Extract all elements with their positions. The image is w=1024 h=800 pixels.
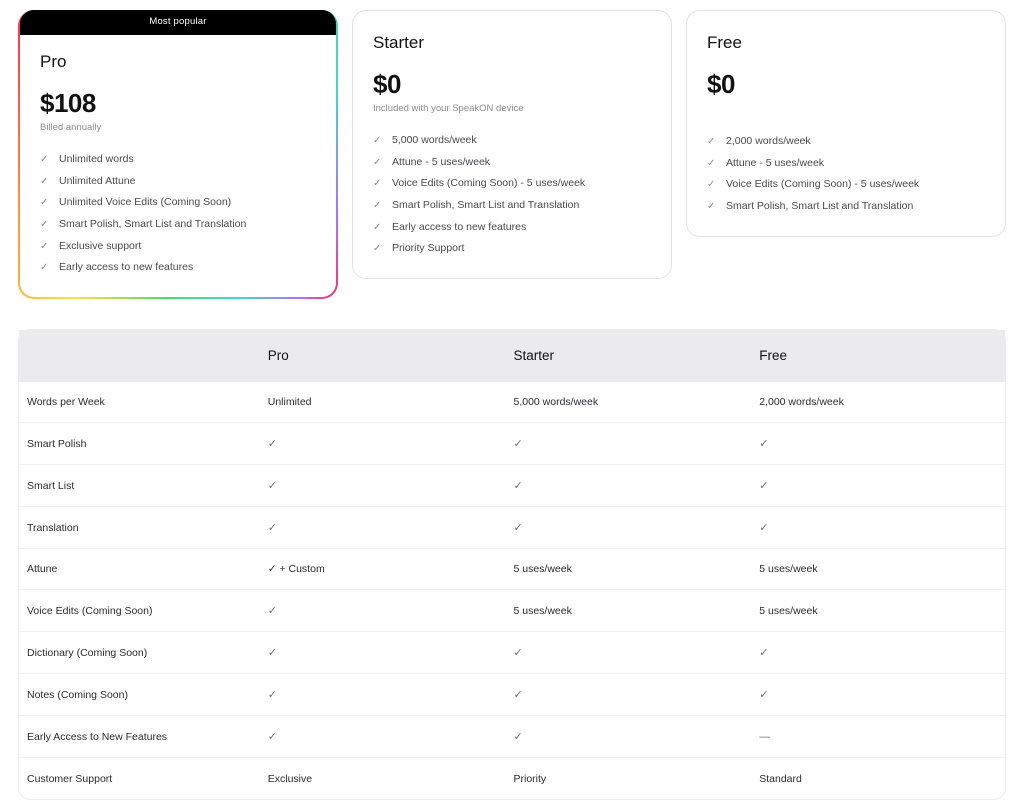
feature-label: Unlimited words [59,153,134,165]
plan-card-starter[interactable] [352,10,672,279]
cell-pro: ✓ [268,632,514,674]
cell-free: 5 uses/week [759,549,1005,590]
feature-label: Smart Polish, Smart List and Translation [392,198,580,211]
cell-free: ✓ [759,632,1005,674]
list-item [40,214,316,236]
check-icon: ✓ [40,197,49,209]
list-item [707,196,985,218]
check-icon: ✓ [40,240,49,252]
feature-label: Attune - 5 uses/week [392,155,491,168]
cell-pro: Exclusive [268,758,514,799]
check-icon: ✓ [373,199,382,211]
check-icon: ✓ [707,179,716,191]
feature-label: Unlimited Voice Edits (Coming Soon) [59,196,232,209]
list-item [40,171,316,193]
column-header-feature [19,330,268,382]
check-icon: ✓ [40,154,49,165]
list-item [707,131,985,153]
cell-pro: ✓ [268,674,514,716]
check-icon: ✓ [373,156,382,168]
check-icon: ✓ [40,218,49,230]
plan-price-note-pro: Billed annually [40,122,102,133]
check-icon: ✓ [40,175,49,187]
cell-starter: 5 uses/week [513,549,759,590]
list-item [373,217,651,239]
feature-label: Smart Polish, Smart List and Translation [726,199,914,212]
table-header-row [19,330,1005,382]
feature-label: Exclusive support [59,239,142,252]
row-label: Early Access to New Features [19,716,268,758]
most-popular-badge: Most popular [20,10,336,35]
row-label: Words per Week [27,396,105,409]
plan-price-starter: $0 [373,69,401,99]
row-label: Smart List [19,465,268,507]
row-label: Translation [19,507,268,549]
feature-label: Smart Polish, Smart List and Translation [59,217,247,230]
column-header-pro: Pro [268,330,514,382]
feature-label: Priority Support [392,242,465,255]
plan-price-pro: $108 [40,88,96,118]
plan-cards [0,0,1024,299]
check-icon: ✓ [707,157,716,169]
cell-free: 5 uses/week [759,590,1005,632]
cell-free: — [759,716,1005,758]
plan-card-pro-inner [20,12,336,297]
column-header-starter: Starter [513,330,759,382]
cell-starter: 5,000 words/week [513,396,599,409]
cell-starter: ✓ [513,632,759,674]
table-row [19,632,1005,674]
cell-pro: ✓ [268,423,514,465]
cell-pro: ✓ [268,590,514,632]
cell-starter: ✓ [513,465,759,507]
table-row [19,382,1005,423]
list-item [707,174,985,196]
check-icon: ✓ [373,135,382,146]
feature-list-starter [373,130,651,260]
table-row [19,716,1005,758]
cell-starter: ✓ [513,507,759,549]
cell-pro: ✓ [268,465,514,507]
cell-free: ✓ [759,674,1005,716]
cell-starter: Priority [513,758,759,799]
column-header-free: Free [759,330,1005,382]
cell-free: 2,000 words/week [759,396,844,409]
row-label: Notes (Coming Soon) [19,674,268,716]
plan-name-free: Free [707,33,742,52]
table-row [19,674,1005,716]
cell-free: ✓ [759,507,1005,549]
cell-starter: ✓ [513,423,759,465]
check-icon: ✓ [373,243,382,255]
cell-starter: 5 uses/week [513,590,759,632]
cell-starter: ✓ [513,674,759,716]
row-label: Customer Support [19,758,268,799]
list-item [40,149,316,171]
comparison-table [18,329,1006,800]
feature-list-free [707,131,985,218]
check-icon: ✓ [373,178,382,190]
cell-pro: Unlimited [267,396,312,409]
feature-label: Attune - 5 uses/week [726,156,825,169]
cell-free: Standard [759,758,1005,799]
list-item [40,192,316,214]
list-item [373,238,651,260]
row-label: Smart Polish [19,423,268,465]
feature-label: 2,000 words/week [726,135,811,147]
feature-label: Voice Edits (Coming Soon) - 5 uses/week [392,177,586,190]
feature-label: 5,000 words/week [392,134,477,146]
check-icon: ✓ [40,262,49,274]
plan-price-note-starter: Included with your SpeakON device [373,103,524,114]
table-row [19,590,1005,632]
feature-label: Early access to new features [59,261,194,274]
check-icon: ✓ [707,136,716,147]
cell-free: ✓ [759,423,1005,465]
plan-price-note-free [707,103,985,115]
cell-starter: ✓ [513,716,759,758]
plan-name-starter: Starter [373,33,425,52]
list-item [373,152,651,174]
table-row [19,465,1005,507]
list-item [40,257,316,279]
list-item [40,236,316,258]
feature-label: Early access to new features [392,220,527,233]
cell-pro: ✓ [268,507,514,549]
check-icon: ✓ [373,221,382,233]
cell-free: ✓ [759,465,1005,507]
cell-pro: ✓ + Custom [268,549,514,590]
cell-pro: ✓ [268,716,514,758]
list-item [373,130,651,152]
plan-name-pro: Pro [40,52,67,71]
row-label: Attune [19,549,268,590]
table-row [19,423,1005,465]
check-icon: ✓ [707,200,716,212]
table-row [19,549,1005,590]
plan-card-pro[interactable] [18,10,338,299]
plan-price-free: $0 [707,69,735,99]
feature-list-pro [40,149,316,279]
feature-label: Unlimited Attune [59,174,136,187]
list-item [373,173,651,195]
table-row [19,758,1005,799]
feature-label: Voice Edits (Coming Soon) - 5 uses/week [726,178,920,191]
plan-card-free[interactable] [686,10,1006,237]
table-row [19,507,1005,549]
list-item [707,153,985,175]
list-item [373,195,651,217]
row-label: Voice Edits (Coming Soon) [19,590,268,632]
row-label: Dictionary (Coming Soon) [19,632,268,674]
